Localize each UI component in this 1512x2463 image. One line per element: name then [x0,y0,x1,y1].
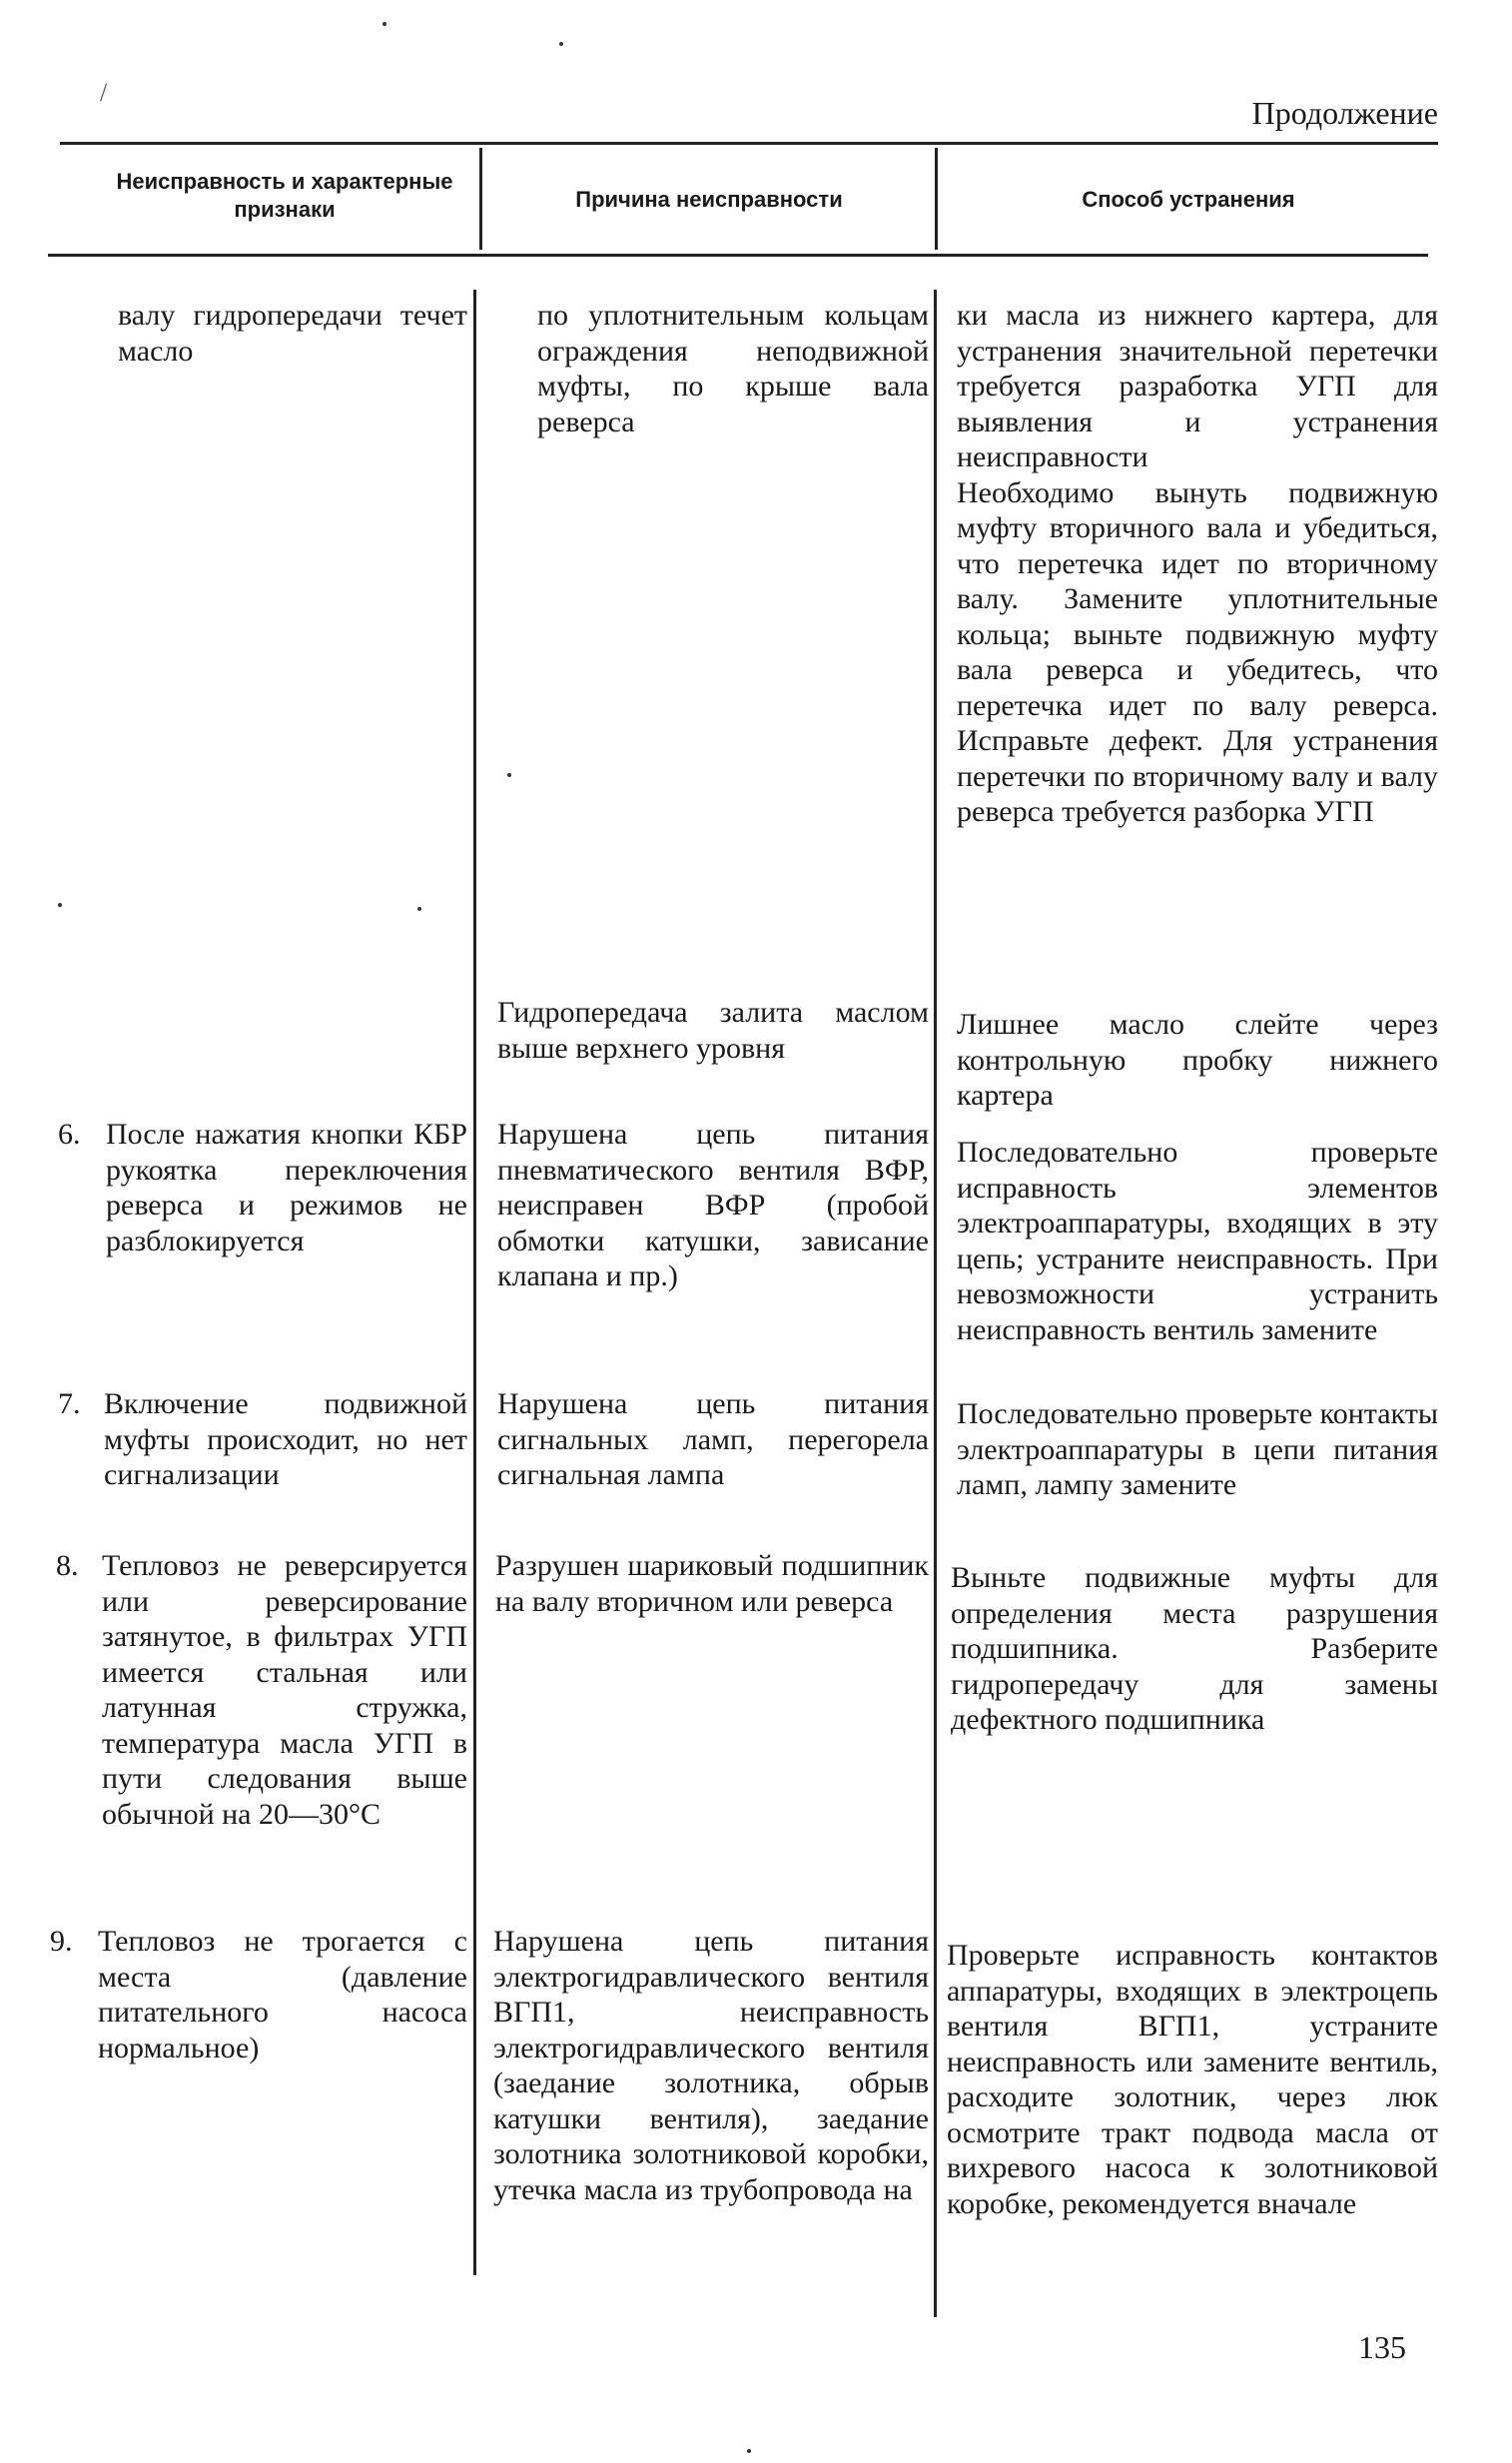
table-top-rule [60,142,1438,145]
column-separator [934,290,937,2317]
scan-speck [58,903,62,907]
page-number: 135 [1358,2329,1406,2365]
row-number: 9. [50,1925,73,1958]
header-separator [479,148,482,250]
scan-speck [417,907,421,911]
cause-cell: Гидропередача залита маслом выше верхнего уровня [497,996,929,1065]
remedy-cell: Проверьте исправность контактов аппаратуры, входящих в электроцепь вентиля ВГП1, устраните неисправность или замените вентиль, расходите золотник, через люк осмотрите тракт подвода масла от вихревого насоса к золотниковой коробке, рекомендуется вначале [947,1939,1438,2220]
remedy-cell: Выньте подвижные муфты для определения места разрушения подшипника. Разберите гидропередачу для замены дефектного подшипника [951,1561,1438,1736]
cause-cell: Разрушен шариковый подшипник на валу вторичном или реверса [495,1549,929,1618]
column-separator [473,290,476,2275]
scan-speck [507,773,511,777]
remedy-cell: Последовательно проверьте исправность элементов электроаппаратуры, входящих в эту цепь; устраните неисправность. При невозможности устранить неисправность вентиль замените [957,1136,1438,1346]
header-separator [935,148,938,250]
symptom-cell: валу гидропередачи течет масло [118,299,467,368]
header-symptom: Неисправность и характерные признаки [116,169,453,222]
header-remedy: Способ устранения [1082,187,1295,212]
cause-cell: Нарушена цепь питания электрогидравлического вентиля ВГП1, неисправность электрогидравлического вентиля (заедание золотника, обрыв катушки вентиля), заедание золотника золотниковой коробки, утечка масла из трубопровода на [493,1925,929,2206]
remedy-paragraph: ки масла из нижнего картера, для устранения значительной перетечки требуется разработка УГП для выявления и устранения неисправности [957,299,1438,473]
scan-speck [382,22,386,26]
remedy-cell: Лишнее масло слейте через контрольную пробку нижнего картера [957,1008,1438,1112]
symptom-cell: После нажатия кнопки КБР рукоятка переключения реверса и режимов не разблокируется [106,1118,467,1257]
row-number: 8. [56,1549,79,1582]
cause-cell: Нарушена цепь питания пневматического вентиля ВФР, неисправен ВФР (пробой обмотки катушки, зависание клапана и пр.) [497,1118,929,1292]
symptom-cell: Тепловоз не реверсируется или реверсирование затянутое, в фильтрах УГП имеется стальная или латунная стружка, температура масла УГП в пути следования выше обычной на 20—30°C [102,1549,467,1831]
cause-cell: по уплотнительным кольцам ограждения неподвижной муфты, по крыше вала реверса [537,299,929,438]
cause-cell: Нарушена цепь питания сигнальных ламп, перегорела сигнальная лампа [497,1387,929,1491]
scan-speck [559,42,563,46]
symptom-cell: Тепловоз не трогается с места (давление питательного насоса нормальное) [98,1925,467,2064]
scan-mark: / [100,78,108,107]
scan-speck [747,2449,751,2453]
remedy-cell [957,298,1438,830]
symptom-cell: Включение подвижной муфты происходит, но нет сигнализации [104,1387,467,1491]
remedy-cell: Последовательно проверьте контакты электроаппаратуры в цепи питания ламп, лампу замените [957,1397,1438,1501]
remedy-paragraph: Необходимо вынуть подвижную муфту вторичного вала и убедиться, что перетечка идет по вторичному валу. Замените уплотнительные кольца; выньте подвижную муфту вала реверса и убедитесь, что перетечка идет по валу реверса. Исправьте дефект. Для устранения перетечки по вторичному валу и валу реверса требуется разборка УГП [957,475,1438,828]
header-cause: Причина неисправности [575,187,843,212]
row-number: 7. [58,1387,81,1420]
table-header-rule [48,254,1428,257]
row-number: 6. [58,1118,81,1151]
continued-label: Продолжение [1251,95,1438,131]
